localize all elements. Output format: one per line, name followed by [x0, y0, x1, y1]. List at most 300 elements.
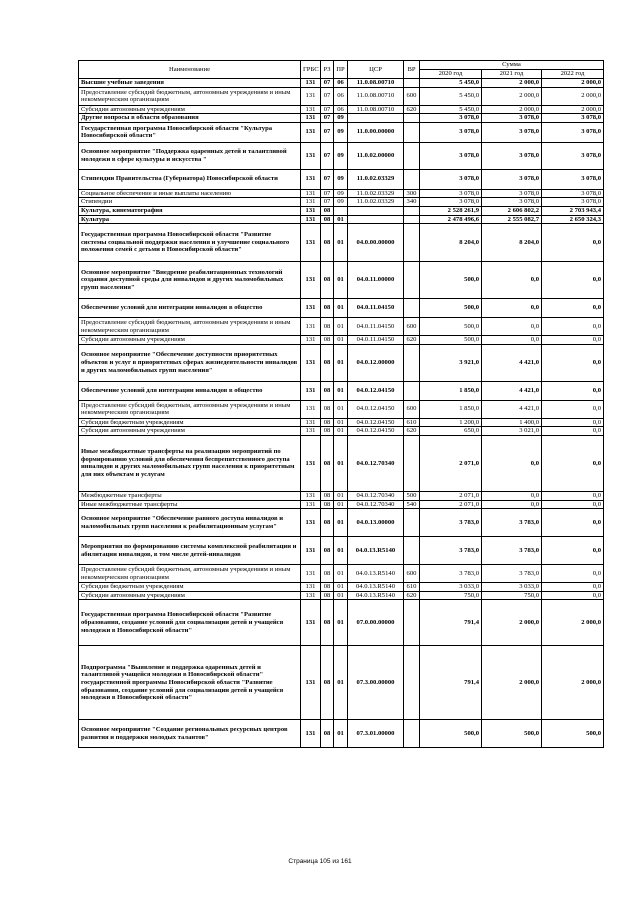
cell-2021: 0,0	[482, 299, 542, 318]
cell-2020: 750,0	[420, 591, 482, 600]
cell-vr: 610	[404, 583, 420, 592]
cell-2021: 0,0	[482, 491, 542, 500]
cell-2020: 1 850,0	[420, 400, 482, 418]
cell-pr: 01	[334, 381, 348, 400]
table-row	[79, 299, 604, 318]
table-row	[79, 591, 604, 600]
cell-vr	[404, 299, 420, 318]
table-row	[79, 400, 604, 418]
col-header-name: Наименование	[79, 61, 301, 79]
cell-name: Субсидии бюджетным учреждениям	[79, 583, 301, 592]
cell-2020: 3 078,0	[420, 142, 482, 169]
cell-name: Межбюджетные трансферты	[79, 491, 301, 500]
cell-2020: 3 783,0	[420, 509, 482, 537]
cell-name: Предоставление субсидий бюджетным, автономным учреждениям и иным некоммерческим организациям	[79, 318, 301, 336]
cell-csr: 11.0.02.03329	[348, 198, 404, 207]
cell-name: Социальное обеспечение и иные выплаты населению	[79, 189, 301, 198]
col-header-grbs: ГРБС	[301, 61, 321, 79]
cell-2022: 0,0	[542, 318, 604, 336]
cell-vr	[404, 381, 420, 400]
cell-csr: 11.0.02.03329	[348, 169, 404, 189]
cell-2022: 0,0	[542, 224, 604, 262]
cell-2021: 0,0	[482, 336, 542, 345]
cell-csr: 04.0.13.R5140	[348, 583, 404, 592]
cell-grbs: 131	[301, 114, 321, 123]
cell-2021: 4 421,0	[482, 400, 542, 418]
cell-grbs: 131	[301, 600, 321, 646]
cell-vr: 600	[404, 400, 420, 418]
table-row	[79, 105, 604, 114]
cell-name: Основное мероприятие "Внедрение реабилитационных технологий создания доступной среды для инвалидов и других маломобильных групп населения"	[79, 262, 301, 299]
cell-2021: 3 078,0	[482, 169, 542, 189]
table-row	[79, 142, 604, 169]
cell-2022: 0,0	[542, 344, 604, 381]
cell-name: Предоставление субсидий бюджетным, автономным учреждениям и иным некоммерческим организациям	[79, 87, 301, 105]
cell-2020: 2 071,0	[420, 435, 482, 491]
cell-pr: 01	[334, 500, 348, 509]
cell-pr: 01	[334, 646, 348, 720]
cell-pr: 01	[334, 344, 348, 381]
cell-rz: 08	[321, 400, 334, 418]
cell-name: Культура	[79, 215, 301, 224]
cell-rz: 07	[321, 122, 334, 142]
cell-2021: 1 400,0	[482, 418, 542, 427]
table-row	[79, 435, 604, 491]
cell-rz: 08	[321, 299, 334, 318]
cell-2020: 3 078,0	[420, 198, 482, 207]
cell-csr	[348, 114, 404, 123]
cell-name: Субсидии автономным учреждениям	[79, 591, 301, 600]
cell-2021: 2 606 802,2	[482, 206, 542, 215]
cell-rz: 07	[321, 105, 334, 114]
cell-grbs: 131	[301, 299, 321, 318]
table-row	[79, 565, 604, 583]
cell-rz: 08	[321, 418, 334, 427]
cell-rz: 08	[321, 224, 334, 262]
cell-vr	[404, 224, 420, 262]
cell-2021: 8 204,0	[482, 224, 542, 262]
cell-vr: 620	[404, 427, 420, 436]
cell-rz: 08	[321, 646, 334, 720]
cell-pr: 01	[334, 435, 348, 491]
col-header-2020: 2020 год	[420, 70, 482, 79]
cell-pr: 01	[334, 591, 348, 600]
cell-vr	[404, 646, 420, 720]
cell-vr: 620	[404, 336, 420, 345]
budget-table	[78, 60, 604, 748]
cell-csr: 04.0.12.70340	[348, 435, 404, 491]
cell-rz: 08	[321, 491, 334, 500]
cell-2021: 750,0	[482, 591, 542, 600]
cell-rz: 08	[321, 427, 334, 436]
cell-2020: 5 450,0	[420, 105, 482, 114]
cell-2020: 500,0	[420, 720, 482, 748]
table-row	[79, 381, 604, 400]
cell-2022: 2 000,0	[542, 600, 604, 646]
cell-grbs: 131	[301, 87, 321, 105]
cell-rz: 08	[321, 336, 334, 345]
cell-pr: 09	[334, 169, 348, 189]
cell-2020: 3 033,0	[420, 583, 482, 592]
col-header-rz: РЗ	[321, 61, 334, 79]
cell-2021: 3 783,0	[482, 509, 542, 537]
cell-2020: 500,0	[420, 299, 482, 318]
cell-rz: 08	[321, 215, 334, 224]
cell-grbs: 131	[301, 79, 321, 88]
table-row	[79, 336, 604, 345]
table-row	[79, 215, 604, 224]
cell-vr	[404, 600, 420, 646]
cell-pr: 01	[334, 336, 348, 345]
cell-2021: 3 033,0	[482, 583, 542, 592]
cell-2022: 0,0	[542, 509, 604, 537]
cell-pr: 01	[334, 600, 348, 646]
cell-2022: 2 000,0	[542, 646, 604, 720]
cell-name: Государственная программа Новосибирской области "Культура Новосибирской области"	[79, 122, 301, 142]
cell-csr: 04.0.11.04150	[348, 299, 404, 318]
cell-2022: 3 078,0	[542, 169, 604, 189]
cell-2021: 3 783,0	[482, 537, 542, 565]
cell-2022: 0,0	[542, 583, 604, 592]
cell-2022: 2 000,0	[542, 87, 604, 105]
table-row	[79, 198, 604, 207]
cell-csr: 04.0.00.00000	[348, 224, 404, 262]
table-row	[79, 583, 604, 592]
cell-2022: 500,0	[542, 720, 604, 748]
table-row	[79, 720, 604, 748]
cell-vr	[404, 215, 420, 224]
cell-rz: 07	[321, 189, 334, 198]
cell-2020: 2 528 261,9	[420, 206, 482, 215]
cell-grbs: 131	[301, 215, 321, 224]
page-number: Страница 105 из 161	[288, 858, 352, 865]
col-header-2022: 2022 год	[542, 70, 604, 79]
cell-2022: 0,0	[542, 435, 604, 491]
cell-vr	[404, 509, 420, 537]
col-header-vr: ВР	[404, 61, 420, 79]
cell-vr: 600	[404, 87, 420, 105]
cell-2020: 650,0	[420, 427, 482, 436]
cell-name: Иные межбюджетные трансферты на реализацию мероприятий по формированию условий для обеспечения беспрепятственного доступа инвалидов и других маломобильных групп населения к приоритетным для них объектам и услугам	[79, 435, 301, 491]
cell-csr: 04.0.12.04150	[348, 418, 404, 427]
table-row	[79, 169, 604, 189]
cell-rz: 08	[321, 381, 334, 400]
cell-2021: 3 078,0	[482, 122, 542, 142]
cell-grbs: 131	[301, 105, 321, 114]
cell-csr: 04.0.11.04150	[348, 336, 404, 345]
table-row	[79, 509, 604, 537]
cell-csr: 04.0.13.R5140	[348, 591, 404, 600]
table-row	[79, 344, 604, 381]
table-row	[79, 646, 604, 720]
cell-2022: 0,0	[542, 537, 604, 565]
cell-2021: 500,0	[482, 720, 542, 748]
cell-2022: 2 000,0	[542, 105, 604, 114]
cell-2022: 3 078,0	[542, 122, 604, 142]
cell-csr	[348, 206, 404, 215]
cell-vr	[404, 262, 420, 299]
cell-2021: 2 000,0	[482, 87, 542, 105]
cell-pr: 06	[334, 79, 348, 88]
cell-pr: 01	[334, 400, 348, 418]
cell-grbs: 131	[301, 720, 321, 748]
cell-pr: 01	[334, 215, 348, 224]
cell-vr	[404, 537, 420, 565]
cell-name: Стипендии Правительства (Губернатора) Новосибирской области	[79, 169, 301, 189]
cell-2021: 2 000,0	[482, 105, 542, 114]
cell-pr: 01	[334, 224, 348, 262]
cell-2020: 791,4	[420, 646, 482, 720]
cell-grbs: 131	[301, 565, 321, 583]
col-header-csr: ЦСР	[348, 61, 404, 79]
cell-2022: 3 078,0	[542, 114, 604, 123]
table-row	[79, 79, 604, 88]
cell-2020: 3 078,0	[420, 114, 482, 123]
cell-2022: 0,0	[542, 262, 604, 299]
cell-rz: 08	[321, 318, 334, 336]
cell-name: Другие вопросы в области образования	[79, 114, 301, 123]
cell-vr: 610	[404, 418, 420, 427]
cell-2022: 0,0	[542, 299, 604, 318]
cell-pr: 01	[334, 509, 348, 537]
cell-2020: 8 204,0	[420, 224, 482, 262]
cell-rz: 08	[321, 500, 334, 509]
cell-name: Государственная программа Новосибирской области "Развитие образования, создание условий для социализации детей и учащейся молодежи в Новосибирской области"	[79, 600, 301, 646]
cell-pr: 01	[334, 318, 348, 336]
cell-csr: 11.0.00.00000	[348, 122, 404, 142]
cell-2021: 0,0	[482, 500, 542, 509]
cell-name: Предоставление субсидий бюджетным, автономным учреждениям и иным некоммерческим организациям	[79, 400, 301, 418]
cell-name: Основное мероприятие "Обеспечение доступности приоритетных объектов и услуг в приоритетных сферах жизнедеятельности инвалидов и других маломобильных групп населения"	[79, 344, 301, 381]
cell-2020: 1 200,0	[420, 418, 482, 427]
cell-grbs: 131	[301, 435, 321, 491]
cell-pr: 01	[334, 427, 348, 436]
cell-grbs: 131	[301, 537, 321, 565]
cell-grbs: 131	[301, 206, 321, 215]
cell-2022: 3 078,0	[542, 198, 604, 207]
cell-name: Основное мероприятие "Обеспечение равного доступа инвалидов и маломобильных групп населения к реабилитационным услугам"	[79, 509, 301, 537]
cell-2020: 2 071,0	[420, 500, 482, 509]
cell-2020: 500,0	[420, 318, 482, 336]
cell-csr: 04.0.11.00000	[348, 262, 404, 299]
cell-pr: 09	[334, 198, 348, 207]
cell-vr	[404, 114, 420, 123]
cell-grbs: 131	[301, 427, 321, 436]
cell-csr: 11.0.08.00710	[348, 87, 404, 105]
cell-vr	[404, 435, 420, 491]
cell-csr: 04.0.12.70340	[348, 500, 404, 509]
cell-2021: 2 555 082,7	[482, 215, 542, 224]
cell-rz: 08	[321, 509, 334, 537]
cell-2022: 0,0	[542, 500, 604, 509]
cell-2020: 2 071,0	[420, 491, 482, 500]
cell-name: Обеспечение условий для интеграции инвалидов в общество	[79, 299, 301, 318]
cell-name: Основное мероприятие "Поддержка одаренных детей и талантливой молодежи в сфере культуры и искусства "	[79, 142, 301, 169]
cell-rz: 08	[321, 600, 334, 646]
cell-grbs: 131	[301, 418, 321, 427]
cell-rz: 08	[321, 206, 334, 215]
table-row	[79, 114, 604, 123]
cell-name: Субсидии автономным учреждениям	[79, 427, 301, 436]
cell-2021: 3 783,0	[482, 565, 542, 583]
cell-vr	[404, 142, 420, 169]
cell-2022: 0,0	[542, 565, 604, 583]
cell-2022: 3 078,0	[542, 142, 604, 169]
cell-2020: 3 783,0	[420, 537, 482, 565]
cell-2020: 500,0	[420, 336, 482, 345]
table-row	[79, 87, 604, 105]
cell-grbs: 131	[301, 491, 321, 500]
cell-2022: 0,0	[542, 491, 604, 500]
cell-2021: 2 000,0	[482, 79, 542, 88]
cell-pr: 06	[334, 87, 348, 105]
cell-name: Обеспечение условий для интеграции инвалидов в общество	[79, 381, 301, 400]
table-row	[79, 418, 604, 427]
cell-2022: 2 703 943,4	[542, 206, 604, 215]
cell-2020: 3 078,0	[420, 169, 482, 189]
col-header-2021: 2021 год	[482, 70, 542, 79]
cell-2020: 5 450,0	[420, 79, 482, 88]
table-row	[79, 189, 604, 198]
table-body	[79, 79, 604, 748]
cell-pr	[334, 206, 348, 215]
cell-pr: 06	[334, 105, 348, 114]
table-row	[79, 537, 604, 565]
table-row	[79, 500, 604, 509]
table-row	[79, 600, 604, 646]
cell-vr	[404, 720, 420, 748]
cell-2022: 0,0	[542, 418, 604, 427]
cell-grbs: 131	[301, 169, 321, 189]
table-row	[79, 427, 604, 436]
table-row	[79, 491, 604, 500]
cell-vr: 620	[404, 105, 420, 114]
cell-rz: 08	[321, 344, 334, 381]
cell-grbs: 131	[301, 318, 321, 336]
cell-csr: 04.0.12.04150	[348, 400, 404, 418]
cell-csr: 11.0.02.03329	[348, 189, 404, 198]
cell-2021: 3 078,0	[482, 189, 542, 198]
cell-2021: 4 421,0	[482, 344, 542, 381]
cell-csr: 04.0.13.00000	[348, 509, 404, 537]
cell-name: Культура, кинематография	[79, 206, 301, 215]
cell-vr: 600	[404, 565, 420, 583]
cell-grbs: 131	[301, 122, 321, 142]
cell-name: Стипендии	[79, 198, 301, 207]
cell-rz: 08	[321, 537, 334, 565]
cell-rz: 08	[321, 565, 334, 583]
cell-csr	[348, 215, 404, 224]
cell-grbs: 131	[301, 142, 321, 169]
cell-name: Субсидии автономным учреждениям	[79, 336, 301, 345]
cell-2022: 0,0	[542, 400, 604, 418]
cell-rz: 07	[321, 79, 334, 88]
cell-2021: 4 421,0	[482, 381, 542, 400]
cell-pr: 01	[334, 537, 348, 565]
cell-2021: 3 078,0	[482, 142, 542, 169]
cell-rz: 07	[321, 142, 334, 169]
col-header-sum: Сумма	[420, 61, 604, 70]
cell-csr: 11.0.02.00000	[348, 142, 404, 169]
cell-name: Иные межбюджетные трансферты	[79, 500, 301, 509]
cell-grbs: 131	[301, 500, 321, 509]
cell-name: Высшие учебные заведения	[79, 79, 301, 88]
cell-grbs: 131	[301, 646, 321, 720]
cell-rz: 08	[321, 262, 334, 299]
cell-2022: 0,0	[542, 427, 604, 436]
cell-pr: 01	[334, 262, 348, 299]
cell-rz: 07	[321, 198, 334, 207]
cell-grbs: 131	[301, 344, 321, 381]
table-row	[79, 122, 604, 142]
cell-2021: 2 000,0	[482, 646, 542, 720]
cell-csr: 04.0.12.70340	[348, 491, 404, 500]
cell-vr	[404, 79, 420, 88]
table-row	[79, 224, 604, 262]
cell-name: Субсидии автономным учреждениям	[79, 105, 301, 114]
cell-csr: 07.0.00.00000	[348, 600, 404, 646]
table-header	[79, 61, 604, 79]
table-row	[79, 262, 604, 299]
cell-2022: 2 650 324,3	[542, 215, 604, 224]
cell-name: Мероприятия по формированию системы комплексной реабилитации и абилитации инвалидов, в том числе детей-инвалидов	[79, 537, 301, 565]
cell-name: Подпрограмма "Выявление и поддержка одаренных детей и талантливой учащейся молодежи в Новосибирской области" государственной программы Новосибирской области "Развитие образования, создание условий для социализации детей и учащейся молодежи в Новосибирской области"	[79, 646, 301, 720]
cell-rz: 07	[321, 87, 334, 105]
cell-csr: 04.0.12.04150	[348, 427, 404, 436]
cell-2020: 2 478 496,6	[420, 215, 482, 224]
cell-vr	[404, 206, 420, 215]
cell-pr: 09	[334, 114, 348, 123]
cell-grbs: 131	[301, 509, 321, 537]
cell-2020: 3 783,0	[420, 565, 482, 583]
cell-2021: 2 000,0	[482, 600, 542, 646]
cell-grbs: 131	[301, 198, 321, 207]
cell-pr: 09	[334, 189, 348, 198]
cell-2022: 3 078,0	[542, 189, 604, 198]
cell-grbs: 131	[301, 262, 321, 299]
cell-rz: 08	[321, 435, 334, 491]
cell-2021: 0,0	[482, 435, 542, 491]
cell-2020: 1 850,0	[420, 381, 482, 400]
cell-vr	[404, 122, 420, 142]
cell-2020: 791,4	[420, 600, 482, 646]
cell-pr: 01	[334, 418, 348, 427]
cell-pr: 09	[334, 122, 348, 142]
cell-vr: 340	[404, 198, 420, 207]
cell-vr	[404, 169, 420, 189]
cell-grbs: 131	[301, 224, 321, 262]
cell-2020: 3 078,0	[420, 122, 482, 142]
cell-csr: 11.0.08.00710	[348, 79, 404, 88]
cell-2022: 0,0	[542, 381, 604, 400]
cell-csr: 07.3.00.00000	[348, 646, 404, 720]
cell-csr: 04.0.13.R5140	[348, 565, 404, 583]
cell-vr: 620	[404, 591, 420, 600]
cell-csr: 04.0.12.04150	[348, 381, 404, 400]
col-header-pr: ПР	[334, 61, 348, 79]
cell-vr	[404, 344, 420, 381]
cell-2020: 500,0	[420, 262, 482, 299]
cell-csr: 11.0.08.00710	[348, 105, 404, 114]
cell-2022: 0,0	[542, 591, 604, 600]
cell-csr: 04.0.11.04150	[348, 318, 404, 336]
cell-2021: 3 078,0	[482, 198, 542, 207]
cell-rz: 07	[321, 169, 334, 189]
cell-vr: 500	[404, 491, 420, 500]
cell-vr: 540	[404, 500, 420, 509]
cell-grbs: 131	[301, 381, 321, 400]
cell-pr: 01	[334, 299, 348, 318]
